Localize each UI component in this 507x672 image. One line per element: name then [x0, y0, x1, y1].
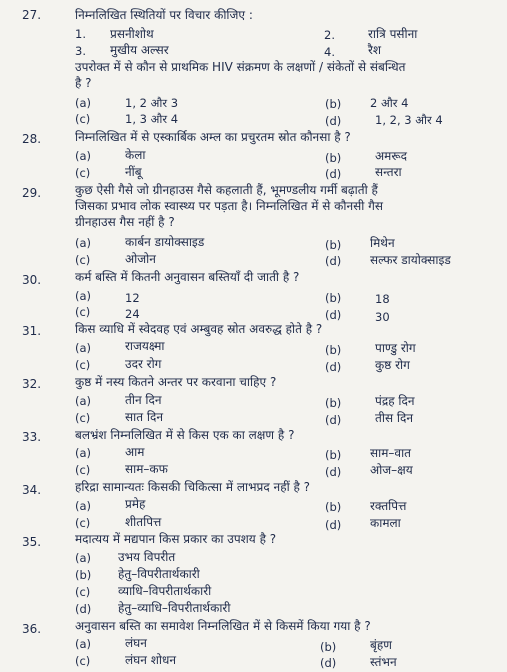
option-a: तीन दिन [125, 393, 162, 407]
option-label-c: (c) [75, 358, 91, 372]
question-text: कुष्ठ में नस्य कितने अन्तर पर करवाना चाहिए ? [75, 375, 277, 389]
question-number: 28. [22, 132, 42, 146]
option-d: कुष्ठ रोग [375, 358, 410, 372]
option-label-b: (b) [75, 568, 92, 582]
option-label-b: (b) [325, 396, 342, 410]
item-text: रात्रि पसीना [368, 27, 418, 41]
option-a: 12 [125, 291, 140, 305]
option-b: बृंहण [370, 638, 392, 652]
option-d: तीस दिन [375, 411, 414, 425]
option-label-b: (b) [325, 151, 342, 165]
option-b: मिथेन [370, 236, 395, 250]
option-c: ओजोन [125, 252, 156, 266]
item-label: 3. [75, 44, 86, 58]
option-label-b: (b) [325, 448, 342, 462]
question-number: 31. [22, 324, 42, 338]
question-text: निम्नलिखित में से एस्कार्बिक अम्ल का प्रचुरतम स्रोत कौनसा है ? [75, 130, 351, 144]
option-label-d: (d) [325, 465, 342, 479]
option-label-c: (c) [75, 253, 91, 267]
option-label-d: (d) [325, 518, 342, 532]
option-label-d: (d) [325, 308, 342, 322]
option-b: 18 [375, 292, 390, 306]
option-label-d: (d) [325, 254, 342, 268]
option-label-d: (d) [325, 413, 342, 427]
option-a: केला [125, 148, 146, 162]
question-text: मदात्यय में मद्यपान किस प्रकार का उपशय है ? [75, 532, 277, 546]
option-d: ओज–क्षय [370, 463, 413, 477]
option-c: नींबू [125, 165, 142, 179]
option-d: 1, 2, 3 और 4 [375, 113, 443, 127]
option-label-d: (d) [320, 656, 337, 670]
option-a: कार्बन डायोक्साइड [125, 235, 205, 249]
option-label-c: (c) [75, 166, 91, 180]
option-b: अमरूद [375, 149, 408, 163]
option-label-a: (a) [75, 236, 92, 250]
option-label-a: (a) [75, 499, 92, 513]
question-text: कुछ ऐसी गैसे जो ग्रीनहाउस गैसे कहलाती हैं, भूमण्डलीय गर्मी बढ़ाती हैं [75, 183, 378, 197]
option-a: 1, 2 और 3 [125, 96, 179, 110]
option-label-a: (a) [75, 96, 92, 110]
option-label-a: (a) [75, 551, 92, 565]
option-b: हेतु–विपरीतार्थकारी [118, 567, 200, 581]
question-number: 27. [22, 8, 42, 22]
option-c: शीतपित्त [125, 515, 162, 529]
item-text: रैश [368, 43, 382, 57]
question-text: किस व्याधि में स्वेदवह एवं अम्बुवह स्रोत अवरुद्ध होते है ? [75, 322, 323, 336]
item-text: मुखीय अल्सर [110, 43, 169, 57]
option-d: सल्फर डायोक्साइड [370, 253, 451, 267]
option-c: लंघन शोधन [125, 653, 177, 667]
option-d: स्तंभन [370, 655, 397, 669]
question-text: निम्नलिखित स्थितियों पर विचार कीजिए : [75, 8, 253, 22]
option-label-c: (c) [75, 463, 91, 477]
question-number: 35. [22, 535, 42, 549]
option-label-b: (b) [320, 640, 337, 654]
option-label-c: (c) [75, 411, 91, 425]
option-a: आम [125, 445, 145, 459]
option-d: हेतु–व्याधि–विपरीतार्थकारी [118, 601, 231, 615]
option-label-a: (a) [75, 341, 92, 355]
item-label: 2. [324, 28, 335, 42]
option-d: 30 [375, 310, 390, 324]
option-b: पाण्डु रोग [375, 341, 416, 355]
question-text: अनुवासन बस्ति का समावेश निम्नलिखित में से किसमें किया गया है ? [75, 619, 371, 633]
option-label-d: (d) [325, 167, 342, 181]
question-number: 30. [22, 273, 42, 287]
option-c: सात दिन [125, 410, 164, 424]
item-label: 1. [75, 27, 86, 41]
option-label-d: (d) [325, 360, 342, 374]
item-label: 4. [324, 45, 335, 59]
option-label-a: (a) [75, 637, 92, 651]
option-c: उदर रोग [125, 357, 162, 371]
option-c: 1, 3 और 4 [125, 112, 179, 126]
option-c: व्याधि–विपरीतार्थकारी [118, 584, 212, 598]
option-label-c: (c) [75, 654, 91, 668]
question-number: 34. [22, 483, 42, 497]
option-a: उभय विपरीत [118, 550, 176, 564]
question-text: हरिद्रा सामान्यतः किसकी चिकित्सा में लाभप्रद नहीं है ? [75, 480, 311, 494]
option-label-b: (b) [325, 291, 342, 305]
option-label-b: (b) [325, 238, 342, 252]
option-a: प्रमेह [125, 497, 146, 511]
option-label-c: (c) [75, 585, 91, 599]
question-text: ग्रीनहाउस गैस नहीं है ? [75, 215, 175, 229]
option-d: सन्तरा [375, 165, 402, 179]
option-label-b: (b) [325, 343, 342, 357]
question-number: 29. [22, 186, 42, 200]
option-a: लंघन [125, 636, 147, 650]
option-b: पंद्रह दिन [375, 394, 415, 408]
option-label-a: (a) [75, 149, 92, 163]
question-text: बलभ्रंश निम्नलिखित में से किस एक का लक्षण है ? [75, 428, 295, 442]
item-text: प्रसनीशोथ [110, 27, 154, 41]
question-subtext: है ? [75, 76, 92, 90]
option-label-a: (a) [75, 394, 92, 408]
option-label-a: (a) [75, 446, 92, 460]
question-number: 36. [22, 622, 42, 636]
question-subtext: उपरोक्त में से कौन से प्राथमिक HIV संक्रमण के लक्षणों / संकेतों से संबन्धित [75, 60, 406, 74]
option-label-d: (d) [325, 114, 342, 128]
question-number: 33. [22, 430, 42, 444]
option-b: साम–वात [370, 446, 412, 460]
option-label-c: (c) [75, 112, 91, 126]
option-label-d: (d) [75, 602, 92, 616]
option-c: 24 [125, 307, 140, 321]
option-b: 2 और 4 [370, 96, 409, 110]
option-label-c: (c) [75, 305, 91, 319]
option-label-b: (b) [325, 500, 342, 514]
option-c: साम–कफ [125, 462, 168, 476]
option-d: कामला [370, 516, 401, 530]
option-b: रक्तपित्त [370, 499, 407, 513]
question-text: कर्म बस्ति में कितनी अनुवासन बस्तियाँ दी जाती है ? [75, 270, 300, 284]
question-text: जिसका प्रभाव लोक स्वास्थ्य पर पड़ता है। निम्नलिखित में से कौनसी गैस [75, 199, 384, 213]
option-a: राजयक्ष्मा [125, 339, 165, 353]
option-label-a: (a) [75, 289, 92, 303]
option-label-b: (b) [325, 97, 342, 111]
option-label-c: (c) [75, 516, 91, 530]
question-number: 32. [22, 377, 42, 391]
